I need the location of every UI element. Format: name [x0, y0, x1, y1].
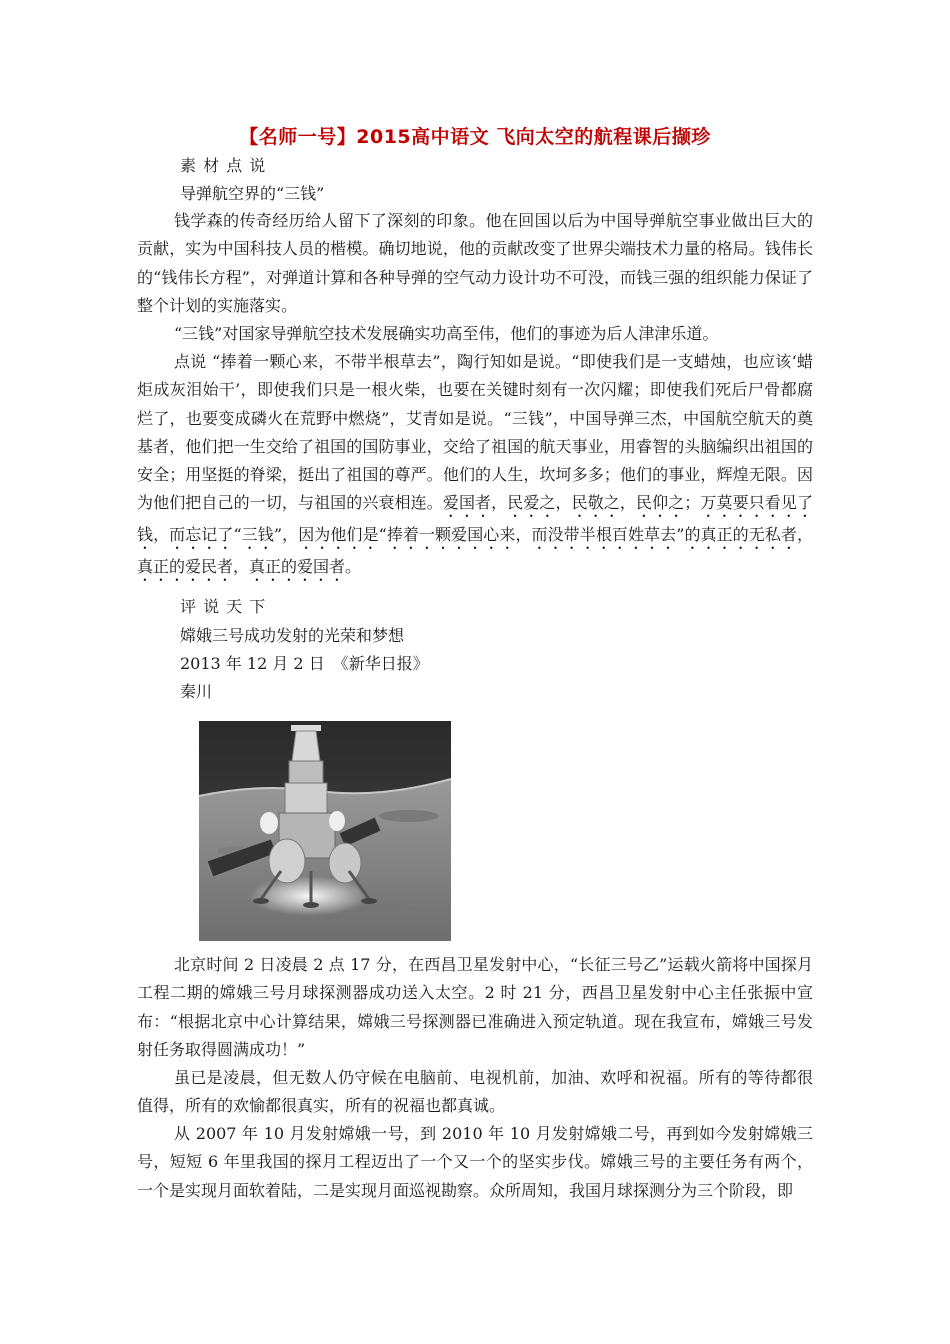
paragraph-qian-xuesen: 钱学森的传奇经历给人留下了深刻的印象。他在回国以后为中国导弹航空事业做出巨大的贡献，实为中国科技人员的楷模。确切地说，他的贡献改变了世界尖端技术力量的格局。钱伟长的“钱伟长方程”，对弹道计算和各种导弹的空气动力设计功不可没，而钱三强的组织能力保证了整个计划的实施落实。 — [137, 211, 813, 315]
paragraph-audience: 虽已是凌晨，但无数人仍守候在电脑前、电视机前，加油、欢呼和祝福。所有的等待都很值得，所有的欢愉都很真实，所有的祝福也都真诚。 — [137, 1068, 813, 1116]
document-title: 【名师一号】2015高中语文 飞向太空的航程课后撷珍 — [239, 126, 711, 148]
commentary-text: 点说 “捧着一颗心来，不带半根草去”，陶行知如是说。“即使我们是一支蜡烛，也应该‘蜡炬成灰泪始干’，即使我们只是一根火柴，也要在关键时刻有一次闪耀；即使我们死后尸骨都腐烂了，也要变成磷火在荒野中燃烧”，艾青如是说。“三钱”，中国导弹三杰，中国航空航天的奠基者，他们把一生交给了祖国的国防事业，交给了祖国的航天事业，用睿智的头脑编织出祖国的安全；用坚挺的脊梁，挺出了祖国的尊严。他们的人生，坎坷多多；他们的事业，辉煌无限。因为他们把自己的一切，与祖国的兴衰相连。 — [137, 352, 813, 513]
paragraph-commentary — [137, 348, 813, 585]
paragraph-launch-news: 北京时间 2 日凌晨 2 点 17 分，在西昌卫星发射中心，“长征三号乙”运载火箭将中国探月工程二期的嫦娥三号月球探测器成功送入太空。2 时 21 分，西昌卫星发射中心主任张振中宣布：“根据北京中心计算结果，嫦娥三号探测器已准确进入预定轨道。现在我宣布，嫦娥三号发射任务取得圆满成功！” — [137, 955, 813, 1059]
paragraph-lunar-program: 从 2007 年 10 月发射嫦娥一号，到 2010 年 10 月发射嫦娥二号，再到如今发射嫦娥三号，短短 6 年里我国的探月工程迈出了一个又一个的坚实步伐。嫦娥三号的主要任务有两个，一个是实现月面软着陆，二是实现月面巡视勘察。众所周知，我国月球探测分为三个阶段，即 — [137, 1124, 813, 1200]
article-author: 秦川 — [180, 682, 213, 701]
section-heading-commentary: 评 说 天 下 — [180, 597, 267, 616]
section-heading-material: 素 材 点 说 — [180, 156, 267, 175]
commentary-emphasized-text: 爱国者，民爱之，民敬之，民仰之；万莫要只看见了钱，而忘记了“三钱”，因为他们是“捧着一颗爱国心来，而没带半根百姓草去”的真正的无私者，真正的爱民者，真正的爱国者。 — [137, 493, 813, 577]
lunar-lander-image — [199, 721, 451, 941]
article-title: 嫦娥三号成功发射的光荣和梦想 — [180, 626, 405, 645]
article-date-source: 2013 年 12 月 2 日 《新华日报》 — [180, 654, 429, 673]
paragraph-three-qian-merit: “三钱”对国家导弹航空技术发展确实功高至伟，他们的事迹为后人津津乐道。 — [174, 324, 719, 343]
section-subtitle-three-qian: 导弹航空界的“三钱” — [180, 184, 325, 203]
